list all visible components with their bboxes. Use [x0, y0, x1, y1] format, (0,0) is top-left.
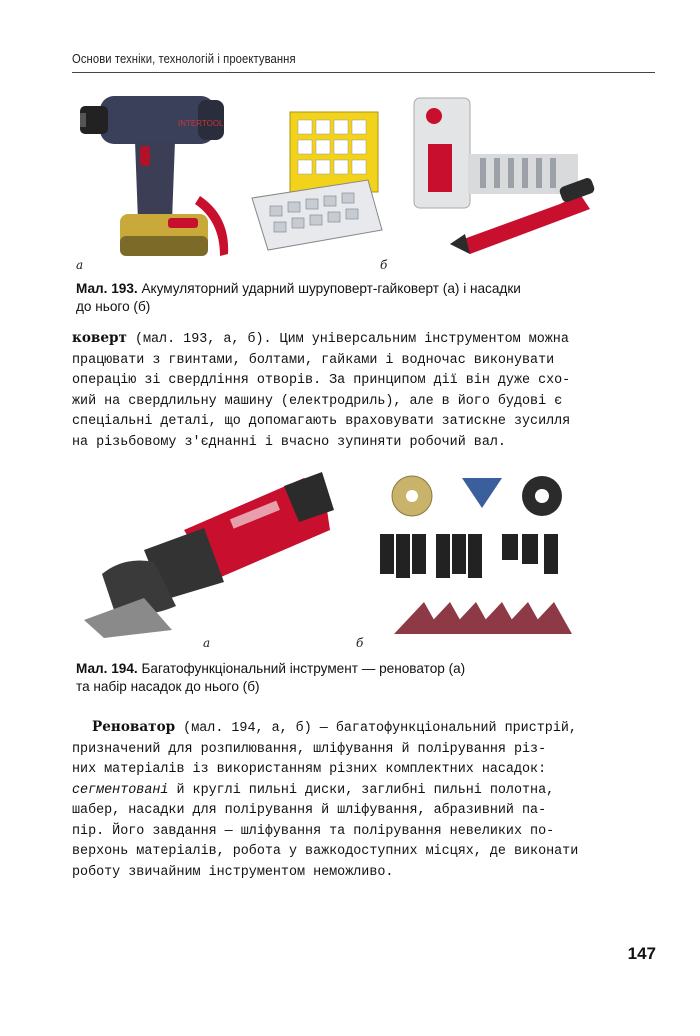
paragraph1-line1: (мал. 193, а, б). Цим універсальним інструментом можна	[126, 332, 569, 347]
paragraph1-line4: жий на свердлильну машину (електродриль), але в його будові є	[72, 393, 563, 409]
paragraph1-line3: операцію зі свердління отворів. За принципом дії він дуже схо-	[72, 373, 571, 388]
paragraph1-line5: спеціальні деталі, що допомагають враховувати затискне зусилля	[72, 414, 571, 429]
fig194-label-b: б	[356, 636, 364, 650]
fig193-label-a: а	[76, 258, 84, 272]
fig193-label-b: б	[380, 258, 388, 272]
fig194-caption-number: Мал. 194.	[76, 661, 138, 676]
running-header: Основи техніки, технологій і проектування	[72, 52, 296, 66]
fig193-caption-text2: до нього (б)	[76, 299, 151, 314]
paragraph2-line4-em: сегментовані	[72, 782, 169, 798]
paragraph-koverty	[72, 328, 658, 453]
fig193-caption-text1: Акумуляторний ударний шуруповерт-гайковерт (а) і насадки	[137, 281, 521, 296]
paragraph2-line4: й круглі пильні диски, заглибні пильні полотна,	[168, 782, 555, 798]
bit-case-image	[250, 110, 385, 252]
paragraph2-line6: пір. Його завдання — шліфування та полірування невеликих по-	[72, 823, 555, 839]
fig194-caption	[76, 660, 636, 696]
renovator-attachments-image	[374, 474, 584, 646]
bit-holder-set-image	[410, 94, 600, 256]
fig193-caption-number: Мал. 193.	[76, 281, 138, 296]
paragraph2-line8: роботу звичайним інструментом неможливо.	[72, 864, 394, 880]
paragraph1-line2: працювати з гвинтами, болтами, гайками і водночас виконувати	[72, 352, 555, 368]
fig194-label-a: а	[203, 636, 211, 650]
paragraph2-line3: них матеріалів із використанням різних комплектних насадок:	[72, 762, 547, 777]
svg-text:INTERTOOL: INTERTOOL	[178, 119, 224, 128]
renovator-tool-image	[84, 470, 334, 640]
paragraph1-lead: коверт	[72, 330, 127, 346]
paragraph2-line1: (мал. 194, а, б) — багатофункціональний пристрій,	[175, 721, 577, 736]
header-rule	[72, 72, 655, 73]
impact-driver-image	[80, 86, 240, 268]
fig193-caption	[76, 280, 636, 316]
paragraph2-line2: призначений для розпилювання, шліфування й полірування різ-	[72, 741, 547, 757]
paragraph2-line7: верхонь матеріалів, робота у важкодоступних місцях, де виконати	[72, 844, 579, 859]
paragraph2-lead: Реноватор	[92, 719, 176, 735]
paragraph-renovator	[72, 717, 658, 883]
paragraph2-line5: шабер, насадки для полірування й шліфування, абразивний па-	[72, 803, 547, 818]
paragraph1-line6: на різьбовому з'єднанні і вчасно зупиняти робочий вал.	[72, 434, 506, 450]
fig194-caption-text1: Багатофункціональний інструмент — реноватор (а)	[137, 661, 466, 676]
page-number: 147	[627, 944, 656, 963]
fig194-caption-text2: та набір насадок до нього (б)	[76, 679, 260, 694]
